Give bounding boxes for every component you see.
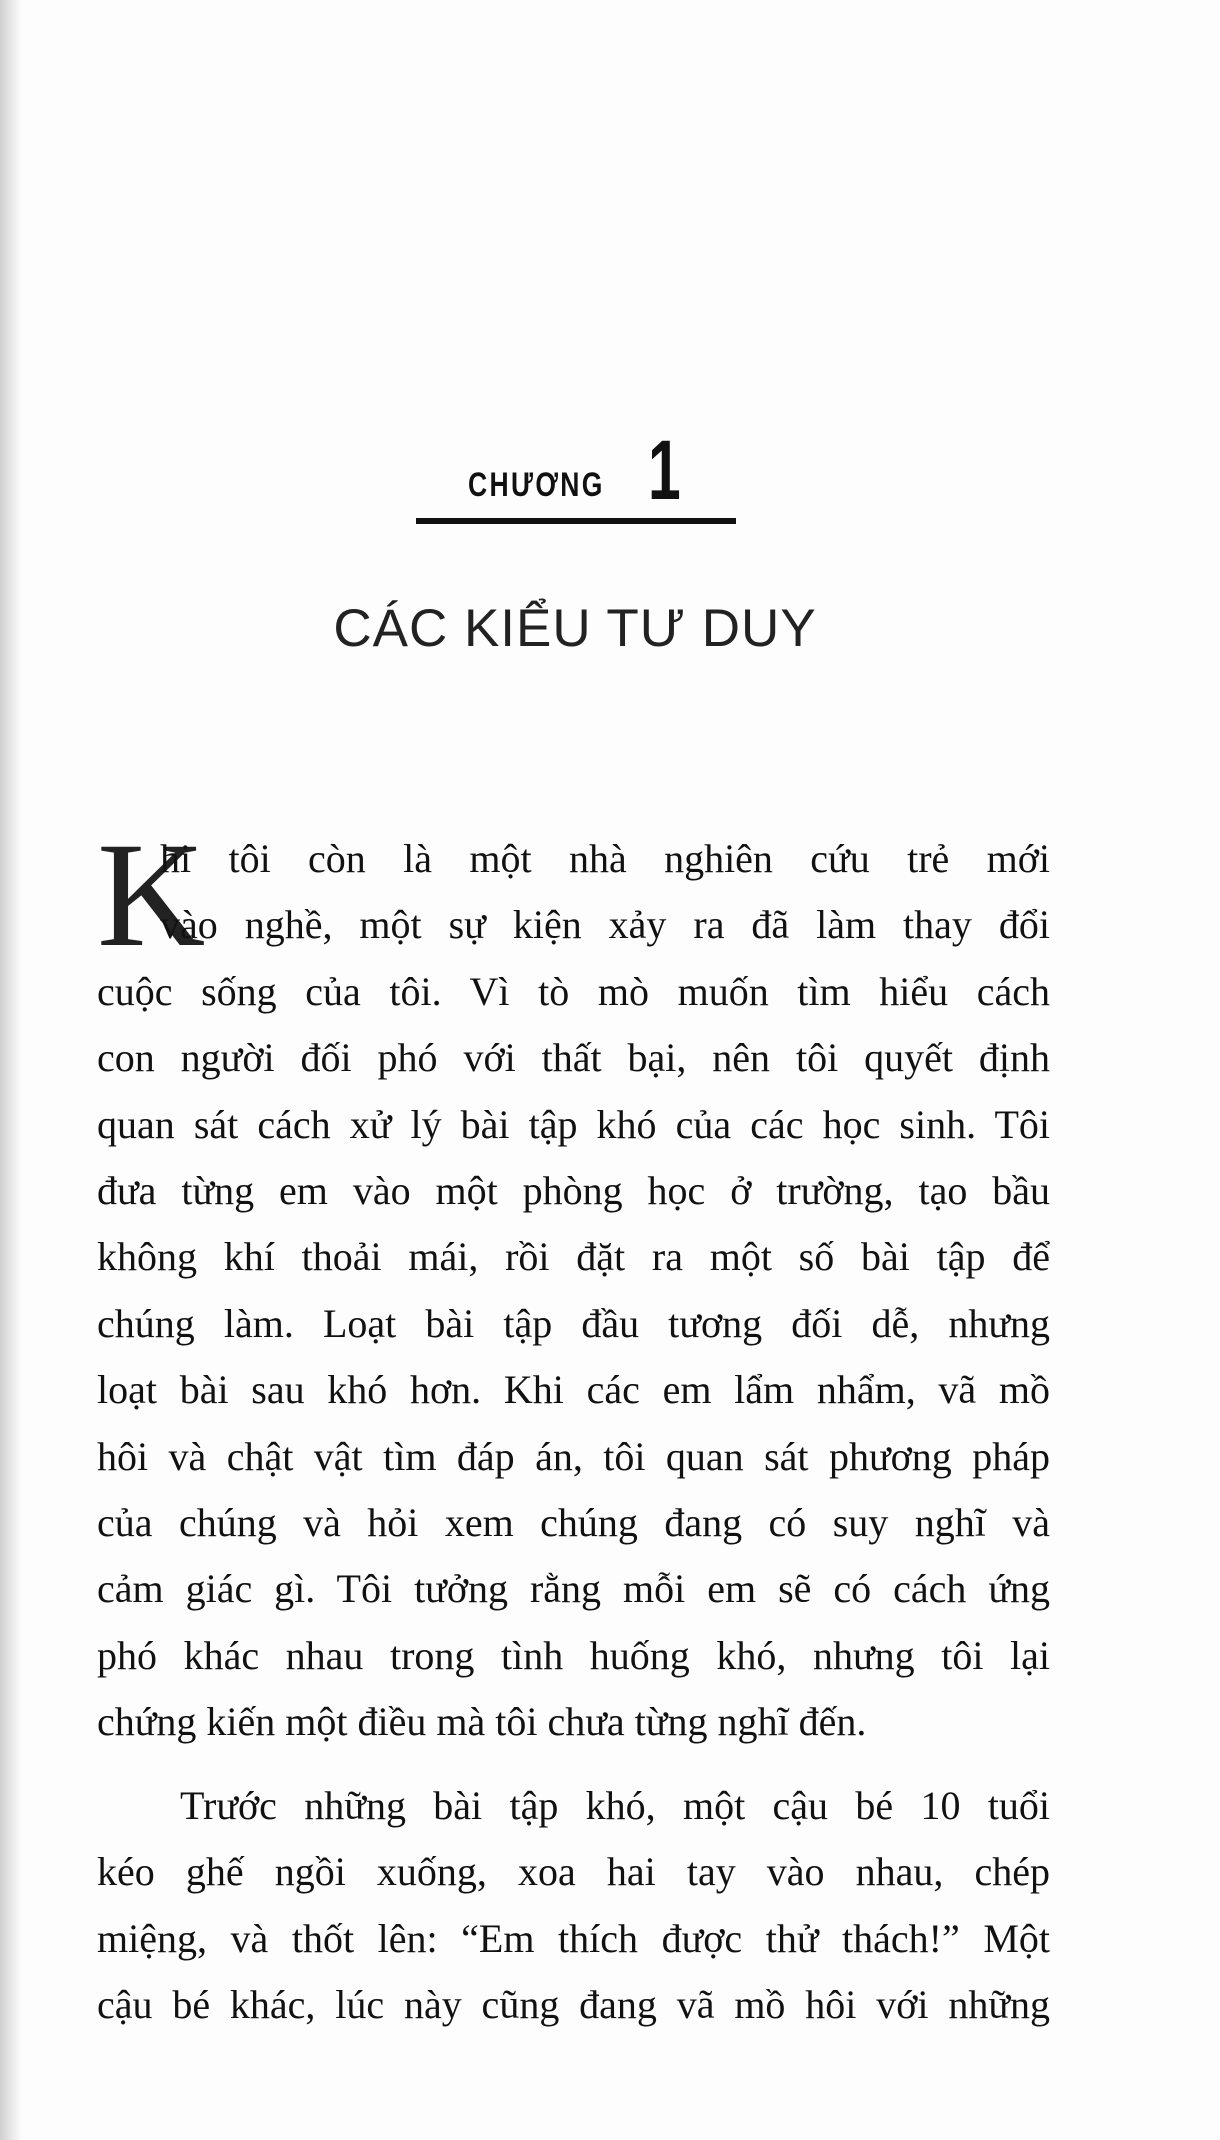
text-line: miệng, và thốt lên: “Em thích được thử thách!” Một: [97, 1915, 1050, 1961]
text-line: đưa từng em vào một phòng học ở trường, tạo bầu: [97, 1167, 1050, 1213]
text-line: loạt bài sau khó hơn. Khi các em lẩm nhẩm, vã mồ: [97, 1367, 1050, 1413]
chapter-label: CHƯƠNG: [468, 466, 605, 504]
chapter-title: CÁC KIỂU TƯ DUY: [333, 598, 817, 658]
text-line: cảm giác gì. Tôi tưởng rằng mỗi em sẽ có cách ứng: [97, 1566, 1050, 1612]
text-line: con người đối phó với thất bại, nên tôi quyết định: [97, 1035, 1050, 1081]
paragraph-1: [97, 826, 1050, 1755]
text-line: Trước những bài tập khó, một cậu bé 10 tuổi: [180, 1783, 1050, 1828]
text-line: vào nghề, một sự kiện xảy ra đã làm thay đổi: [160, 902, 1050, 948]
text-line: không khí thoải mái, rồi đặt ra một số bài tập để: [97, 1234, 1050, 1280]
text-line: cậu bé khác, lúc này cũng đang vã mồ hôi với những: [97, 1982, 1050, 2028]
text-line: chứng kiến một điều mà tôi chưa từng nghĩ đến.: [97, 1699, 867, 1745]
text-line: cuộc sống của tôi. Vì tò mò muốn tìm hiểu cách: [97, 968, 1050, 1014]
drop-cap: K: [97, 812, 206, 978]
text-line: phó khác nhau trong tình huống khó, nhưng tôi lại: [97, 1632, 1050, 1678]
text-line: chúng làm. Loạt bài tập đầu tương đối dễ, nhưng: [97, 1300, 1050, 1346]
text-line: kéo ghế ngồi xuống, xoa hai tay vào nhau, chép: [97, 1849, 1050, 1895]
paragraph-2: [97, 1773, 1050, 2039]
text-line: hi tôi còn là một nhà nghiên cứu trẻ mới: [160, 836, 1050, 881]
chapter-number: 1: [648, 423, 681, 517]
text-line: của chúng và hỏi xem chúng đang có suy nghĩ và: [97, 1499, 1050, 1545]
text-line: quan sát cách xử lý bài tập khó của các học sinh. Tôi: [97, 1101, 1050, 1147]
chapter-rule: [416, 518, 736, 524]
page-edge-shadow: [0, 0, 22, 2140]
text-line: hôi và chật vật tìm đáp án, tôi quan sát phương pháp: [97, 1433, 1050, 1479]
